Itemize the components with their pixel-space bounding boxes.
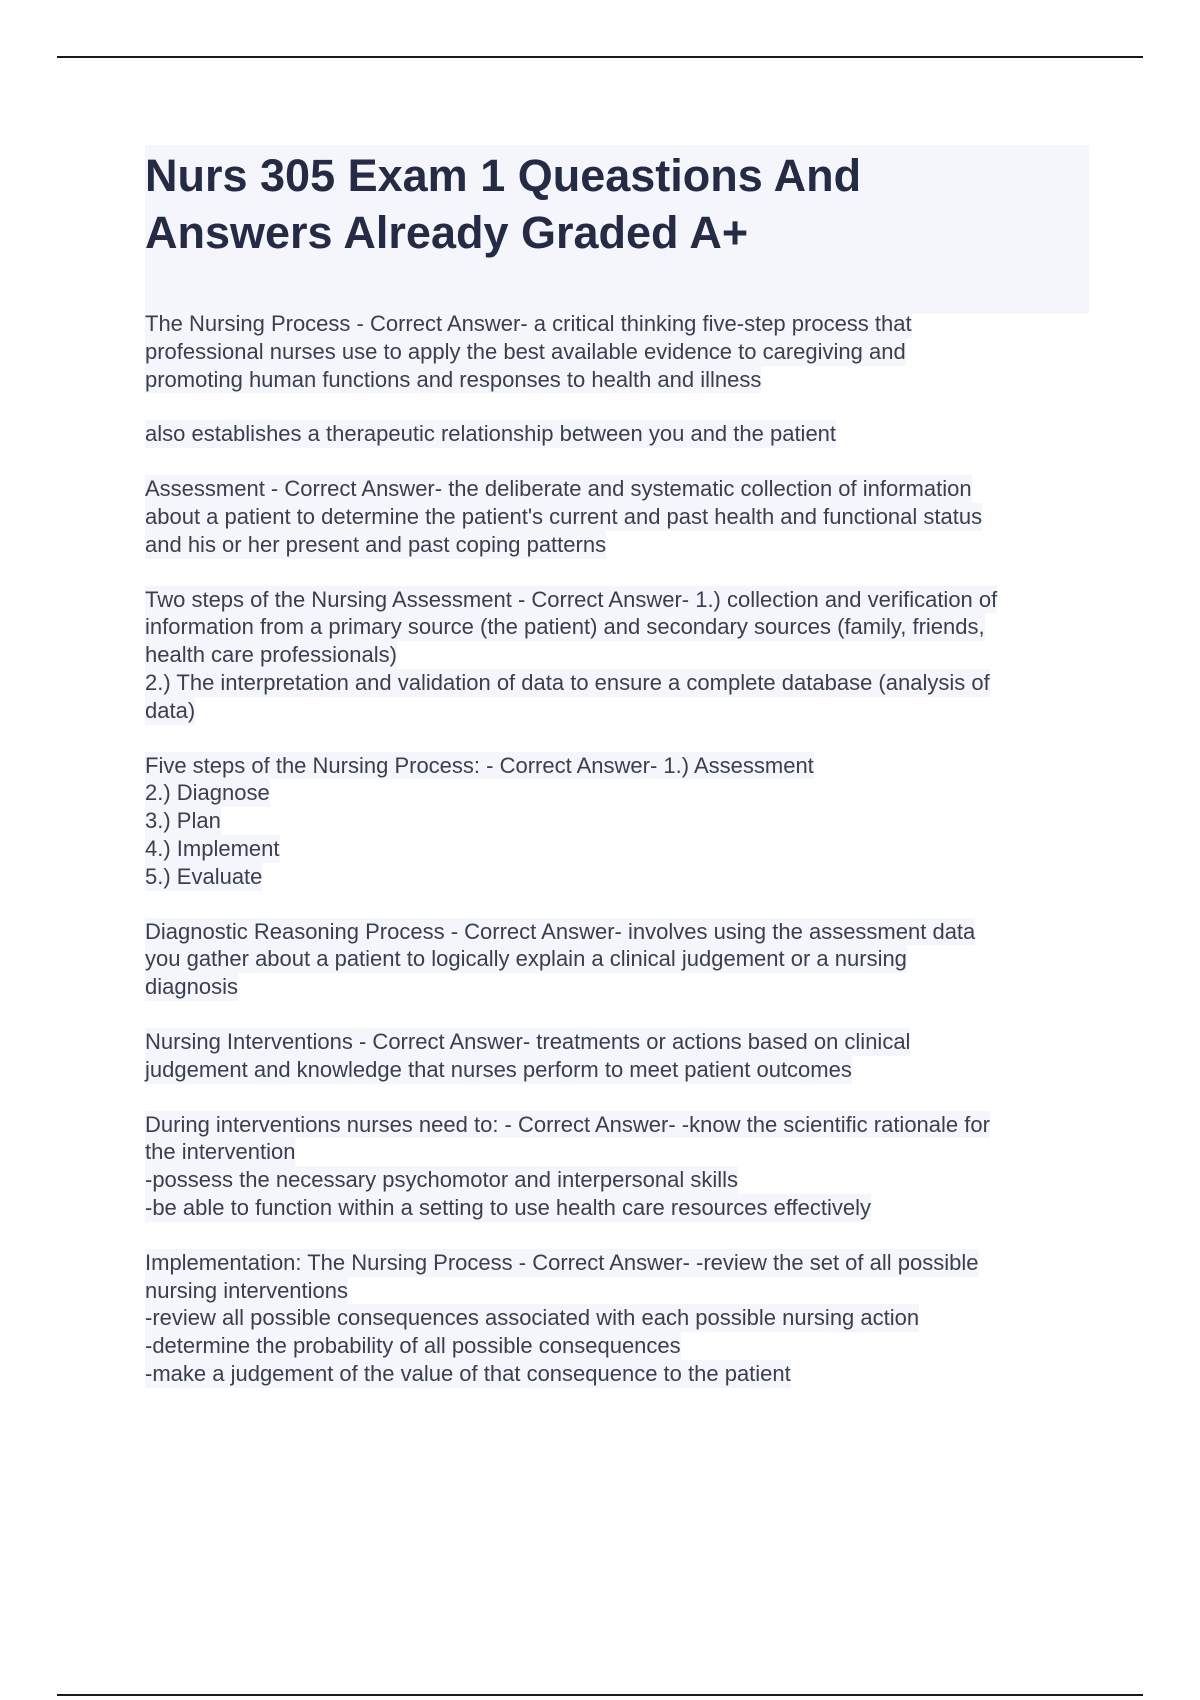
entry-during-interventions: [145, 1111, 1100, 1222]
entry-assessment: [145, 475, 1100, 558]
text-line: During interventions nurses need to: - Correct Answer- -know the scientific rationale for: [145, 1111, 990, 1137]
entry-therapeutic-relationship: [145, 420, 1100, 448]
text-line: -possess the necessary psychomotor and interpersonal skills: [145, 1167, 739, 1193]
text-line: professional nurses use to apply the best available evidence to caregiving and: [145, 338, 906, 364]
entry-five-steps: [145, 752, 1100, 891]
entry-implementation: [145, 1249, 1100, 1388]
text-line: diagnosis: [145, 974, 238, 1000]
text-line: the intervention: [145, 1139, 296, 1165]
entry-nursing-interventions: [145, 1028, 1100, 1084]
text-line: -make a judgement of the value of that consequence to the patient: [145, 1360, 791, 1386]
text-line: information from a primary source (the patient) and secondary sources (family, friends,: [145, 614, 985, 640]
text-line: Nursing Interventions - Correct Answer- treatments or actions based on clinical: [145, 1028, 911, 1054]
entry-two-steps-assessment: [145, 586, 1100, 725]
title-line: Nurs 305 Exam 1 Queastions And: [145, 150, 862, 201]
text-line: -be able to function within a setting to use health care resources effectively: [145, 1194, 872, 1220]
text-line: 5.) Evaluate: [145, 863, 263, 889]
text-line: nursing interventions: [145, 1277, 349, 1303]
text-line: The Nursing Process - Correct Answer- a critical thinking five-step process that: [145, 311, 912, 336]
entry-nursing-process: [145, 310, 1100, 393]
qa-content: [145, 310, 1100, 1415]
text-line: Diagnostic Reasoning Process - Correct Answer- involves using the assessment data: [145, 918, 976, 944]
text-line: data): [145, 697, 196, 723]
text-line: 2.) Diagnose: [145, 780, 270, 806]
entry-diagnostic-reasoning: [145, 918, 1100, 1001]
text-line: Two steps of the Nursing Assessment - Correct Answer- 1.) collection and verification of: [145, 586, 998, 612]
text-line: 2.) The interpretation and validation of data to ensure a complete database (analysis of: [145, 669, 990, 695]
text-line: about a patient to determine the patient's current and past health and functional status: [145, 503, 983, 529]
text-line: promoting human functions and responses to health and illness: [145, 366, 762, 392]
text-line: Five steps of the Nursing Process: - Correct Answer- 1.) Assessment: [145, 752, 814, 778]
text-line: you gather about a patient to logically explain a clinical judgement or a nursing: [145, 946, 907, 972]
title-block: [145, 145, 1089, 314]
title-line: Answers Already Graded A+: [145, 207, 749, 258]
top-rule: [57, 56, 1143, 58]
text-line: 4.) Implement: [145, 835, 280, 861]
text-line: 3.) Plan: [145, 808, 221, 834]
text-line: -review all possible consequences associated with each possible nursing action: [145, 1305, 920, 1331]
text-line: and his or her present and past coping patterns: [145, 531, 607, 557]
page-title: [145, 145, 1005, 261]
text-line: Assessment - Correct Answer- the deliberate and systematic collection of information: [145, 476, 972, 502]
text-line: Implementation: The Nursing Process - Correct Answer- -review the set of all possible: [145, 1249, 979, 1275]
bottom-rule: [57, 1694, 1143, 1696]
text-line: also establishes a therapeutic relationship between you and the patient: [145, 421, 837, 447]
text-line: judgement and knowledge that nurses perform to meet patient outcomes: [145, 1056, 852, 1082]
text-line: -determine the probability of all possible consequences: [145, 1333, 681, 1359]
text-line: health care professionals): [145, 642, 397, 668]
